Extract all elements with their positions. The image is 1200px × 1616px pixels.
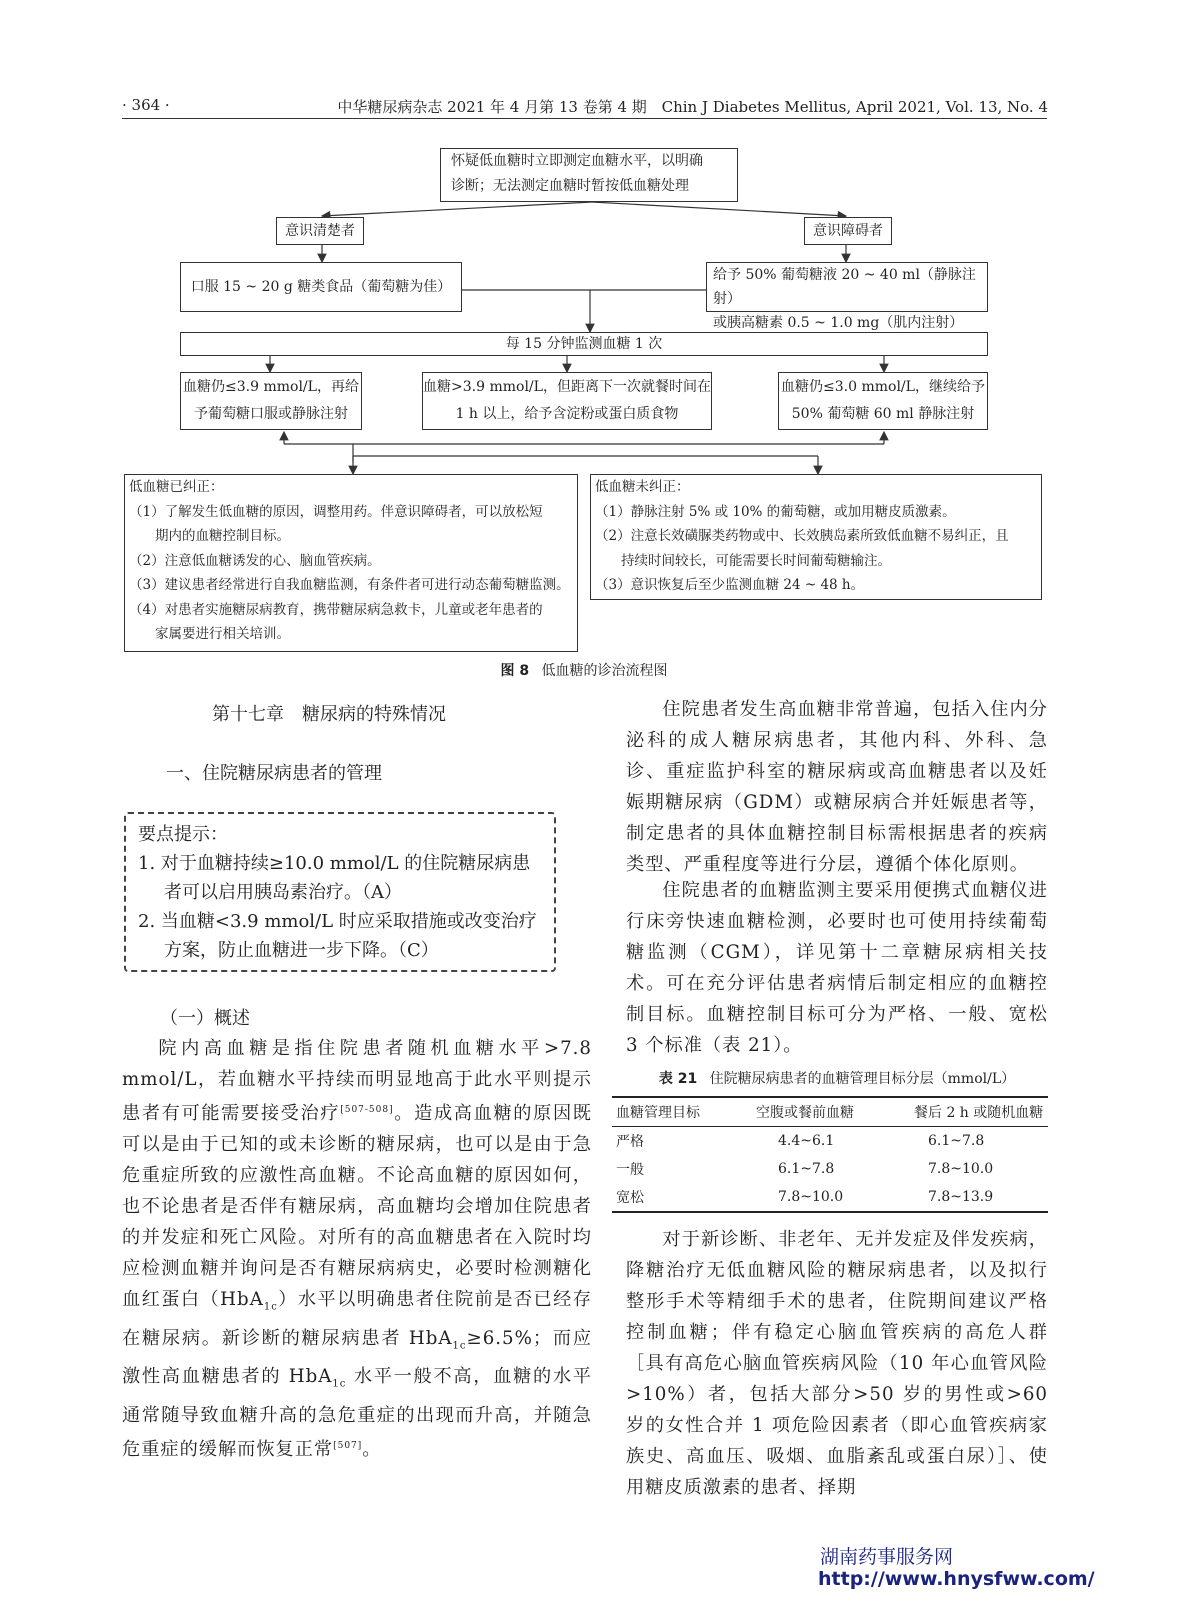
table-label: 表 21 bbox=[658, 1071, 698, 1087]
key-point-2-cont: 方案，防止血糖进一步下降。（C） bbox=[164, 940, 439, 961]
reference-507: [507] bbox=[333, 1440, 363, 1451]
page-number: · 364 · bbox=[122, 96, 170, 114]
flow-conscious-box: 意识清楚者 bbox=[276, 217, 364, 245]
text-run: 。造成高血糖的原因既可以是由于已知的或未诊断的糖尿病，也可以是由于急危重症所致的应激性高血糖。不论高血糖的原因如何，也不论患者是否伴有糖尿病，高血糖均会增加住院患者的并发症和死亡风险。对所有的高血糖患者在入院时均应检测血糖并询问是否有糖尿病病史，必要时检测糖化血红蛋白（HbA bbox=[122, 1103, 592, 1311]
flow-iv-box bbox=[706, 262, 988, 331]
key-points-box bbox=[124, 812, 556, 972]
corrected-item: （3）建议患者经常进行自我血糖监测，有条件者可进行动态葡萄糖监测。 bbox=[129, 577, 570, 593]
flow-corrected-box bbox=[124, 474, 578, 652]
flow-oral-box: 口服 15 ~ 20 g 糖类食品（葡萄糖为佳） bbox=[180, 262, 462, 312]
figure-title: 低血糖的诊治流程图 bbox=[541, 663, 668, 679]
flow-branch-low-line1: 血糖仍≤3.9 mmol/L，再给 bbox=[183, 379, 359, 395]
flow-branch-low-line2: 予葡萄糖口服或静脉注射 bbox=[194, 406, 348, 422]
table-row bbox=[612, 1155, 1048, 1183]
watermark-line1: 湖南药事服务网 bbox=[820, 1546, 954, 1568]
table-cell: 宽松 bbox=[612, 1183, 752, 1212]
chapter-heading: 第十七章 糖尿病的特殊情况 bbox=[212, 704, 446, 725]
not-corrected-item: 持续时间较长，可能需要长时间葡萄糖输注。 bbox=[621, 552, 891, 569]
table-row bbox=[612, 1183, 1048, 1212]
corrected-item: 期内的血糖控制目标。 bbox=[155, 528, 290, 544]
text-run: 。 bbox=[362, 1439, 382, 1461]
key-point-1: 1. 对于血糖持续≥10.0 mmol/L 的住院糖尿病患 bbox=[138, 853, 531, 874]
table-cell: 7.8~10.0 bbox=[752, 1183, 910, 1212]
table-cell: 7.8~13.9 bbox=[910, 1183, 1048, 1212]
corrected-title: 低血糖已纠正： bbox=[129, 479, 224, 495]
subscript-1c: 1c bbox=[452, 1340, 467, 1352]
key-point-1-cont: 者可以启用胰岛素治疗。（A） bbox=[164, 882, 402, 903]
table-title: 住院糖尿病患者的血糖管理目标分层（mmol/L） bbox=[709, 1071, 1016, 1087]
flow-start-line1: 怀疑低血糖时立即测定血糖水平，以明确 bbox=[451, 153, 703, 169]
flow-not-corrected-box bbox=[590, 474, 1042, 600]
table-cell: 6.1~7.8 bbox=[928, 1133, 985, 1149]
corrected-item: （4）对患者实施糖尿病教育，携带糖尿病急救卡，儿童或老年患者的 bbox=[129, 601, 543, 618]
table-cell: 6.1~7.8 bbox=[778, 1161, 835, 1177]
flow-impaired-box: 意识障碍者 bbox=[804, 217, 892, 245]
text-run: ≥6.5%；而应激性高血糖患者的 HbA bbox=[122, 1327, 593, 1388]
table-row bbox=[612, 1127, 1048, 1156]
left-paragraph bbox=[122, 1033, 592, 1465]
journal-en: Chin J Diabetes Mellitus, April 2021, Vol. 13, No. 4 bbox=[661, 98, 1048, 116]
text-run: 院内高血糖是指住院患者随机血糖水平>7.8 mmol/L，若血糖水平持续而明显地高于此水平则提示患者有可能需要接受治疗 bbox=[122, 1038, 592, 1125]
right-paragraph-3: 对于新诊断、非老年、无并发症及伴发疾病，降糖治疗无低血糖风险的糖尿病患者，以及拟行整形手术等精细手术的患者，住院期间建议严格控制血糖；伴有稳定心脑血管疾病的高危人群［具有高危心脑血管疾病风险（10 年心血管风险>10%）者，包括大部分>50 岁的男性或>60 岁的女性合并 1 项危险因素者（即心血管疾病家族史、高血压、吸烟、血脂紊乱或蛋白尿）］、使用糖皮质激素的患者、择期 bbox=[626, 1229, 1048, 1498]
not-corrected-item: （2）注意长效磺脲类药物或中、长效胰岛素所致低血糖不易纠正，且 bbox=[595, 528, 1009, 544]
table-cell: 严格 bbox=[616, 1134, 644, 1150]
flow-branch-severe-line1: 血糖仍≤3.0 mmol/L，继续给予 bbox=[781, 379, 985, 395]
corrected-item: 家属要进行相关培训。 bbox=[155, 626, 290, 642]
reference-507-508: [507-508] bbox=[340, 1105, 394, 1115]
right-paragraph-2: 住院患者的血糖监测主要采用便携式血糖仪进行床旁快速血糖检测，必要时也可使用持续葡萄糖监测（CGM），详见第十二章糖尿病相关技术。可在充分评估患者病情后制定相应的血糖控制目标。血糖控制目标可分为严格、一般、宽松 3 个标准（表 21）。 bbox=[626, 880, 1048, 1056]
table-header: 血糖管理目标 bbox=[612, 1097, 752, 1127]
not-corrected-item: （1）静脉注射 5% 或 10% 的葡萄糖，或加用糖皮质激素。 bbox=[595, 503, 956, 520]
flow-monitor-box: 每 15 分钟监测血糖 1 次 bbox=[180, 332, 988, 356]
section-heading: 一、住院糖尿病患者的管理 bbox=[166, 763, 382, 784]
flow-branch-mid-box bbox=[422, 372, 712, 430]
corrected-item: （1）了解发生低血糖的原因，调整用药。伴意识障碍者，可以放松短 bbox=[129, 503, 543, 520]
not-corrected-title: 低血糖未纠正： bbox=[595, 479, 690, 495]
journal-cn: 中华糖尿病杂志 2021 年 4 月第 13 卷第 4 期 bbox=[337, 98, 647, 116]
flow-branch-low-box bbox=[180, 372, 362, 430]
figure-caption bbox=[0, 660, 1168, 680]
key-point-2: 2. 当血糖<3.9 mmol/L 时应采取措施或改变治疗 bbox=[138, 911, 537, 932]
right-paragraph-1: 住院患者发生高血糖非常普遍，包括入住内分泌科的成人糖尿病患者，其他内科、外科、急诊、重症监护科室的糖尿病或高血糖患者以及妊娠期糖尿病（GDM）或糖尿病合并妊娠患者等，制定患者的具体血糖控制目标需根据患者的疾病类型、严重程度等进行分层，遵循个体化原则。 bbox=[626, 699, 1048, 875]
table-header: 餐后 2 h 或随机血糖 bbox=[910, 1097, 1048, 1127]
key-points-title: 要点提示： bbox=[138, 824, 228, 845]
flow-branch-mid-line2: 1 h 以上，给予含淀粉或蛋白质食物 bbox=[455, 406, 679, 422]
subscript-1c: 1c bbox=[332, 1378, 347, 1390]
watermark-url[interactable]: http://www.hnysfww.com/ bbox=[818, 1568, 1095, 1590]
table-caption bbox=[626, 1068, 1048, 1088]
flow-branch-mid-line1: 血糖>3.9 mmol/L，但距离下一次就餐时间在 bbox=[423, 379, 711, 395]
subscript-1c: 1c bbox=[263, 1301, 278, 1313]
text-run: 水平一般不高，血糖的水平通常随导致血糖升高的急危重症的出现而升高，并随急危重症的缓解而恢复正常 bbox=[122, 1366, 592, 1461]
flow-branch-severe-line2: 50% 葡萄糖 60 ml 静脉注射 bbox=[791, 406, 975, 422]
table-cell: 4.4~6.1 bbox=[778, 1133, 835, 1149]
subsection-heading: （一）概述 bbox=[160, 1008, 250, 1029]
table-header: 空腹或餐前血糖 bbox=[752, 1097, 910, 1127]
not-corrected-item: （3）意识恢复后至少监测血糖 24 ~ 48 h。 bbox=[595, 577, 865, 593]
flow-start-line2: 诊断；无法测定血糖时暂按低血糖处理 bbox=[451, 178, 689, 194]
flow-iv-line2: 或胰高糖素 0.5 ~ 1.0 mg（肌内注射） bbox=[713, 315, 964, 331]
glucose-target-table bbox=[612, 1096, 1048, 1213]
figure-label: 图 8 bbox=[500, 663, 530, 679]
table-cell: 7.8~10.0 bbox=[928, 1161, 994, 1177]
flow-branch-severe-box bbox=[778, 372, 988, 430]
corrected-item: （2）注意低血糖诱发的心、脑血管疾病。 bbox=[129, 552, 381, 569]
text-run: ）水平以明确患者住院前是否已经存在糖尿病。新诊断的糖尿病患者 HbA bbox=[122, 1289, 592, 1349]
flow-start-box bbox=[440, 148, 738, 202]
flow-iv-line1: 给予 50% 葡萄糖液 20 ~ 40 ml（静脉注射） bbox=[713, 267, 976, 307]
table-cell: 一般 bbox=[616, 1162, 644, 1178]
